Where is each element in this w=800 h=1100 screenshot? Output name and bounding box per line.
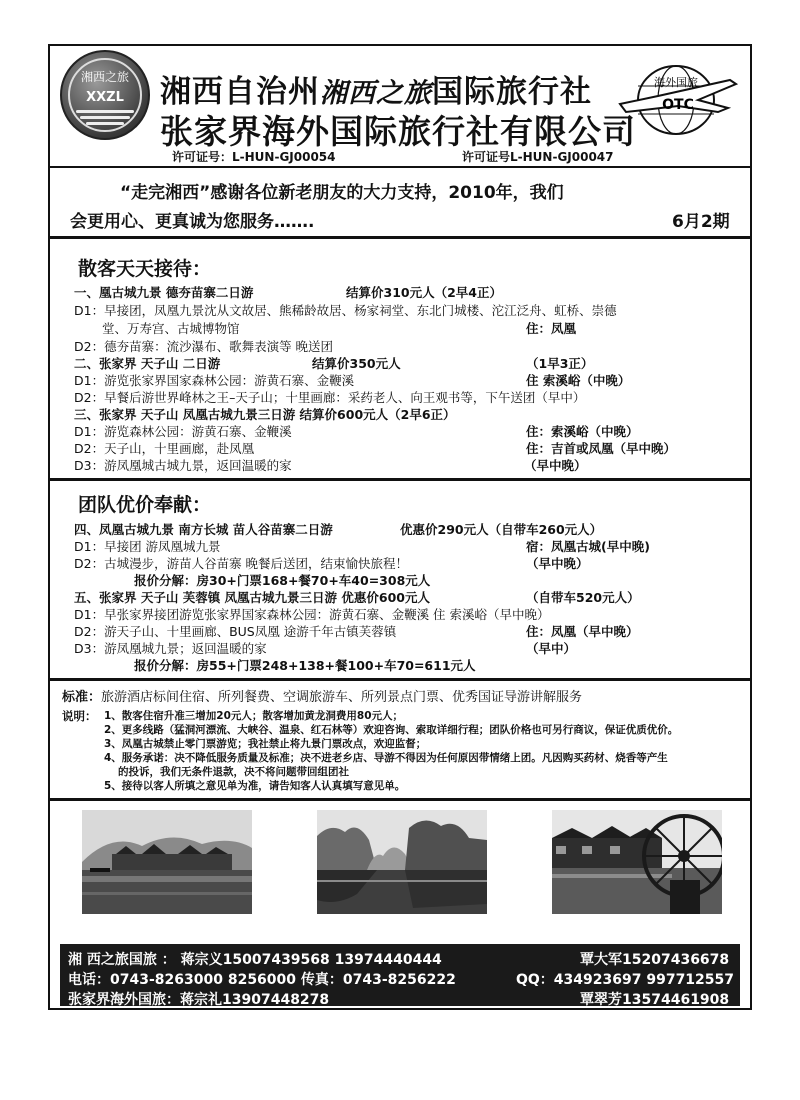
contact-row-4-left: 电话：0744-8111168 8287718 传真：0744-8221886 [68,1011,456,1027]
tour-5-price-own-car: （自带车520元人） [526,590,640,605]
tour-4-title: 四、凤凰古城九景 南方长城 苗人谷苗寨二日游 [74,522,333,537]
logo-right-text: 海外国旅 [654,76,698,89]
tour-2-title: 二、张家界 天子山 二日游 [74,356,221,371]
logo-left-text: 湘西之旅 [80,70,129,84]
contact-row-4-right: QQ：908793786 763396370 [516,1011,735,1027]
contact-row-1-right: 覃大军15207436678 [580,952,730,968]
license-number-2: 许可证号L-HUN-GJ00047 [462,150,614,164]
tour-4-price: 优惠价290元人（自带车260元人） [400,522,603,537]
tour-3-day-1: D1：游览森林公园：游黄石寨、金鞭溪 [74,424,292,439]
standard-line [62,686,582,705]
contact-row-1-left: 湘 西之旅国旅 ： 蒋宗义15007439568 13974440444 [68,952,442,968]
tour-1-stay: 住：凤凰 [526,321,577,336]
note-5: 5、接待以客人所填之意见单为准，请告知客人认真填写意见单。 [104,780,406,792]
divider [50,236,750,239]
tour-3-day-3: D3：游凤凰城古城九景，返回温暖的家 [74,458,292,473]
agency-title-2: 张家界海外国际旅行社有限公司 [160,112,636,151]
logo-right-code: OTC [662,97,694,113]
tour-2-day-2: D2：早餐后游世界峰林之王–天子山；十里画廊：采药老人、向王观书等，下午送团（早中） [74,390,586,405]
photo-waterwheel [552,810,722,914]
tour-4-day-2: D2：古城漫步，游苗人谷苗寨 晚餐后送团，结束愉快旅程！ [74,556,409,571]
tour-1-day-1: D1：早接团，凤凰九景沈从文故居、熊稀龄故居、杨家祠堂、东北门城楼、沱江泛舟、虹桥、崇德 [74,303,617,318]
xxzl-logo [60,50,150,140]
tour-5-day-2: D2：游天子山、十里画廊、BUS凤凰 途游千年古镇芙蓉镇 [74,624,397,639]
tour-2-day-1: D1：游览张家界国家森林公园：游黄石寨、金鞭溪 [74,373,355,388]
logo-wave [86,122,124,125]
tour-1-title: 一、凰古城九景 德夯苗寨二日游 [74,285,254,300]
tour-2-stay: 住 索溪峪（中晚） [526,373,631,388]
title1-prefix: 湘西自治州 [160,74,320,110]
photo-fenghuang-riverside [82,810,252,914]
license-number-1: 许可证号：L-HUN-GJ00054 [172,150,336,164]
issue-number: 6月2期 [672,212,730,232]
notes-label: 说明： [62,709,97,723]
contact-row-3-left: 张家界海外国旅：蒋宗礼13907448278 [68,992,330,1008]
note-2: 2、更多线路（猛洞河漂流、大峡谷、温泉、红石林等）欢迎咨询、索取详细行程；团队价格也可另行商议，保证优质优价。 [104,724,679,736]
tour-4-day-1: D1：早接团 游凤凰城九景 [74,539,221,554]
tour-4-breakdown: 报价分解：房30+门票168+餐70+车40=308元人 [134,573,431,588]
divider [50,166,750,168]
tour-2-meals: （1早3正） [526,356,594,371]
tour-1-day-1-cont: 堂、万寿宫、古城博物馆 [102,321,240,336]
tour-4-stay: 宿：凤凰古城(早中晚) [526,539,650,554]
tour-2-price: 结算价350元人 [312,356,401,371]
note-1: 1、散客住宿升准三增加20元人；散客增加黄龙洞费用80元人； [104,710,404,722]
standard-text: 旅游酒店标间住宿、所列餐费、空调旅游车、所列景点门票、优秀国证导游讲解服务 [101,690,583,705]
tour-1-price: 结算价310元人（2早4正） [346,285,502,300]
tour-3-meals: （早中晚） [524,458,587,473]
tour-3-title: 三、张家界 天子山 凤凰古城九景三日游 结算价600元人（2早6正） [74,407,456,422]
contact-panel [60,944,740,1006]
tour-5-stay: 住：凤凰（早中晚） [526,624,639,639]
tour-3-day-2: D2：天子山，十里画廊，赴凤凰 [74,441,255,456]
tour-1-day-2: D2：德夯苗寨：流沙瀑布、歌舞表演等 晚送团 [74,339,334,354]
tour-3-stay-2: 住：吉首或凤凰（早中晚） [526,441,677,456]
photo-karst-lake [317,810,487,914]
tour-5-breakdown: 报价分解：房55+门票248+138+餐100+车70=611元人 [134,658,476,673]
tour-5-day-3: D3：游凤凰城九景；返回温暖的家 [74,641,267,656]
tour-5-meals: （早中） [526,641,577,656]
note-3: 3、凤凰古城禁止零门票游览；我社禁止将九景门票改点，欢迎监督； [104,738,427,750]
otc-globe-logo [618,60,738,138]
agency-title-1 [160,66,592,111]
daily-heading: 散客天天接待： [78,258,212,280]
note-4: 4、服务承诺：决不降低服务质量及标准；决不进老乡店、导游不得因为任何原因带情绪上团。凡因购买药材、烧香等产生 [104,752,668,764]
logo-wave [80,116,130,119]
divider [50,478,750,481]
logo-wave [76,110,134,113]
title1-suffix: 国际旅行社 [432,74,592,110]
intro-line-2: 会更用心、更真诚为您服务……. [70,212,315,232]
contact-row-3-right: 覃翠芳13574461908 [580,992,730,1008]
title1-brand: 湘西之旅 [320,78,432,109]
contact-row-2-right: QQ：434923697 997712557 [516,972,735,988]
tour-5-day-1: D1：早张家界接团游览张家界国家森林公园：游黄石寨、金鞭溪 住 索溪峪（早中晚） [74,607,550,622]
contact-row-2-left: 电话：0743-8263000 8256000 传真：0743-8256222 [68,972,456,988]
group-heading: 团队优价奉献： [78,494,212,516]
tour-3-stay-1: 住：索溪峪（中晚） [526,424,639,439]
divider [50,678,750,681]
logo-left-code: XXZL [86,90,124,105]
tour-4-meals: （早中晚） [526,556,589,571]
standard-label: 标准： [62,690,102,705]
divider [50,798,750,801]
note-4-cont: 的投诉，我们无条件退款，决不将问题带回组团社 [118,766,349,778]
intro-line-1: “走完湘西”感谢各位新老朋友的大力支持，2010年，我们 [120,183,564,203]
tour-5-title: 五、张家界 天子山 芙蓉镇 凤凰古城九景三日游 优惠价600元人 [74,590,431,605]
